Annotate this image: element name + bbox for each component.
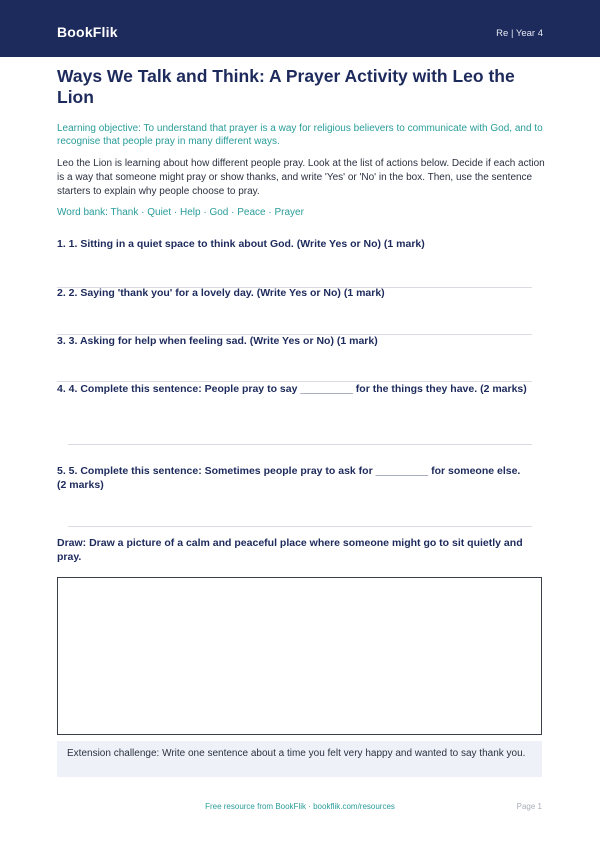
answer-line-4[interactable] [68,444,532,445]
draw-prompt: Draw: Draw a picture of a calm and peaceful place where someone might go to sit quietly and pray. [57,537,523,563]
header-bar [0,0,600,57]
footer-text[interactable]: Free resource from BookFlik · bookflik.com/resources [205,802,395,811]
intro-text: Leo the Lion is learning about how different people pray. Look at the list of actions below. Decide if each action is a way that someone might pray or show thanks, and write 'Yes' or 'No' in the box. Then, use the sentence starters to explain why people choose to pray. [57,158,545,197]
page-number: Page 1 [516,802,542,811]
word-bank: Word bank: Thank · Quiet · Help · God · Peace · Prayer [57,207,304,218]
page-title: Ways We Talk and Think: A Prayer Activity with Leo the Lion [57,66,515,107]
question-1: 1. 1. Sitting in a quiet space to think about God. (Write Yes or No) (1 mark) [57,238,425,250]
drawing-box[interactable] [57,577,542,735]
subject-year-label: Re | Year 4 [496,28,543,39]
question-4: 4. 4. Complete this sentence: People pray to say _________ for the things they have. (2 marks) [57,383,527,395]
question-5: 5. 5. Complete this sentence: Sometimes people pray to ask for _________ for someone else. (2 marks) [57,465,521,491]
answer-line-5[interactable] [68,526,532,527]
question-3: 3. 3. Asking for help when feeling sad. (Write Yes or No) (1 mark) [57,335,378,347]
brand-logo[interactable]: BookFlik [57,24,118,40]
question-2: 2. 2. Saying 'thank you' for a lovely day. (Write Yes or No) (1 mark) [57,287,385,299]
learning-objective: Learning objective: To understand that prayer is a way for religious believers to communicate with God, and to recognise that people pray in many different ways. [57,123,543,147]
extension-challenge: Extension challenge: Write one sentence about a time you felt very happy and wanted to say thank you. [57,741,542,777]
